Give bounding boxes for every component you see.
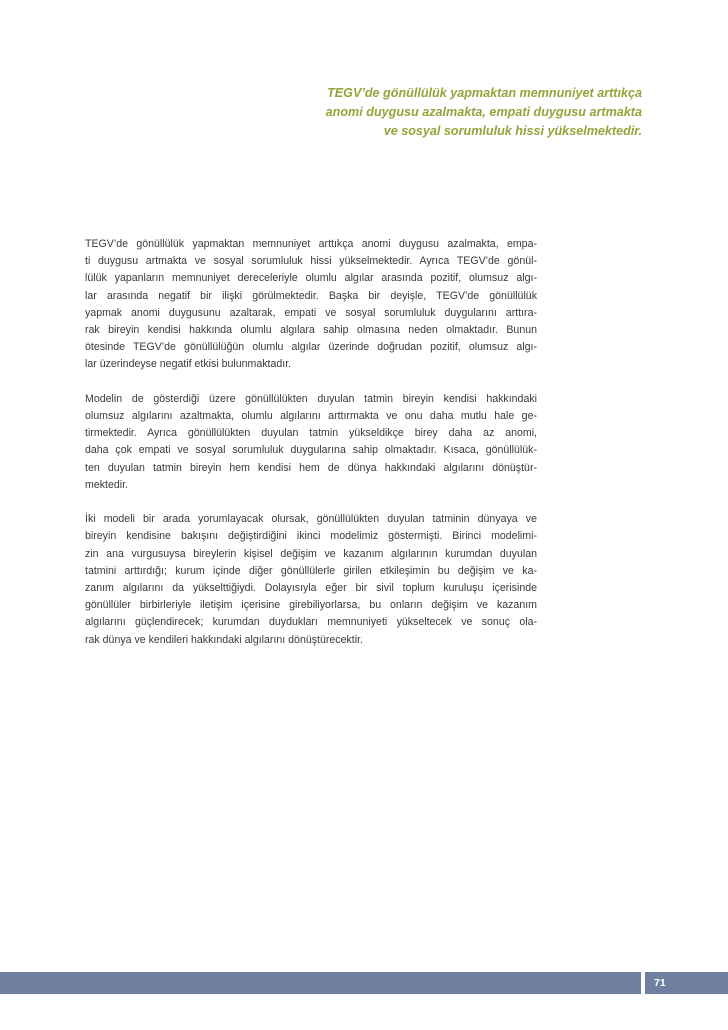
text-line: İki modeli bir arada yorumlayacak olursak, gönüllülükten duyulan tatminin dünyaya ve <box>85 513 537 526</box>
pull-quote-line: ve sosyal sorumluluk hissi yükselmektedir. <box>383 124 642 138</box>
text-line: ten duyulan tatmin bireyin hem kendisi hem de dünya hakkındaki algılarını dönüştür- <box>85 461 537 474</box>
text-line: yapmak anomi duygusunu azaltarak, empati ve sosyal sorumluluk duygularını arttıra- <box>85 306 537 319</box>
paragraph-2 <box>85 391 537 494</box>
text-line: rak dünya ve kendileri hakkındaki algılarını dönüştürecektir. <box>85 633 363 646</box>
text-line: tirmektedir. Ayrıca gönüllülükten duyulan tatmin yükseldikçe birey daha az anomi, <box>85 427 537 440</box>
text-line: ötesinde TEGV’de gönüllülüğün olumlu algılar üzerinde doğrudan pozitif, olumsuz algı- <box>85 341 537 354</box>
text-line: rak bireyin kendisi hakkında olumlu algılara sahip olmasına neden olmaktadır. Bunun <box>85 324 537 337</box>
text-line: Modelin de gösterdiği üzere gönüllülükten duyulan tatmin bireyin kendisi hakkındaki <box>85 392 537 405</box>
text-line: olumsuz algılarını azaltmakta, olumlu algılarını arttırmakta ve onu daha mutlu hale ge- <box>85 410 537 423</box>
text-line: ti duygusu artmakta ve sosyal sorumluluk hissi yükselmektedir. Ayrıca TEGV’de gönül- <box>85 255 537 268</box>
text-line: gönüllüler birbirleriyle iletişim içerisine girebiliyorlarsa, bu onların değişim ve kazanım <box>85 599 537 612</box>
pull-quote <box>230 84 642 141</box>
paragraph-3 <box>85 511 537 649</box>
pull-quote-line: TEGV’de gönüllülük yapmaktan memnuniyet arttıkça <box>327 86 642 100</box>
footer-band-left <box>0 972 641 994</box>
page-number: 71 <box>654 977 666 989</box>
text-line: zanım algılarını da yükselttiğiydi. Dolayısıyla eğer bir sivil toplum kuruluşu içerisinde <box>85 582 537 595</box>
text-line: bireyin kendisine bakışını değiştirdiğini ikinci modelimiz göstermişti. Birinci modelimi- <box>85 530 537 543</box>
text-line: lar arasında negatif bir ilişki görülmektedir. Başka bir deyişle, TEGV’de gönüllülük <box>85 289 537 302</box>
text-line: tatmini arttırdığı; kurum içinde diğer gönüllülerle girilen etkileşimin bu değişim ve ka- <box>85 564 537 577</box>
text-line: mektedir. <box>85 478 128 491</box>
text-line: zin ana vurgusuysa bireylerin kişisel değişim ve kazanım algılarının kurumdan duyulan <box>85 547 537 560</box>
text-line: lar üzerindeyse negatif etkisi bulunmaktadır. <box>85 358 292 371</box>
paragraph-1 <box>85 236 537 374</box>
text-line: lülük yapanların memnuniyet dereceleriyle olumlu algılar arasında pozitif, olumsuz algı- <box>85 272 537 285</box>
text-line: daha çok empati ve sosyal sorumluluk duygularına sahip olmaktadır. Kısaca, gönüllülük- <box>85 444 537 457</box>
text-line: TEGV’de gönüllülük yapmaktan memnuniyet arttıkça anomi duygusu azalmakta, empa- <box>85 238 537 250</box>
footer-bar <box>0 972 728 994</box>
body-text <box>85 236 537 666</box>
text-line: algılarını güçlendirecek; kurumdan duydukları memnuniyeti yükseltecek ve sonuç ola- <box>85 616 537 629</box>
pull-quote-line: anomi duygusu azalmakta, empati duygusu artmakta <box>325 105 642 119</box>
